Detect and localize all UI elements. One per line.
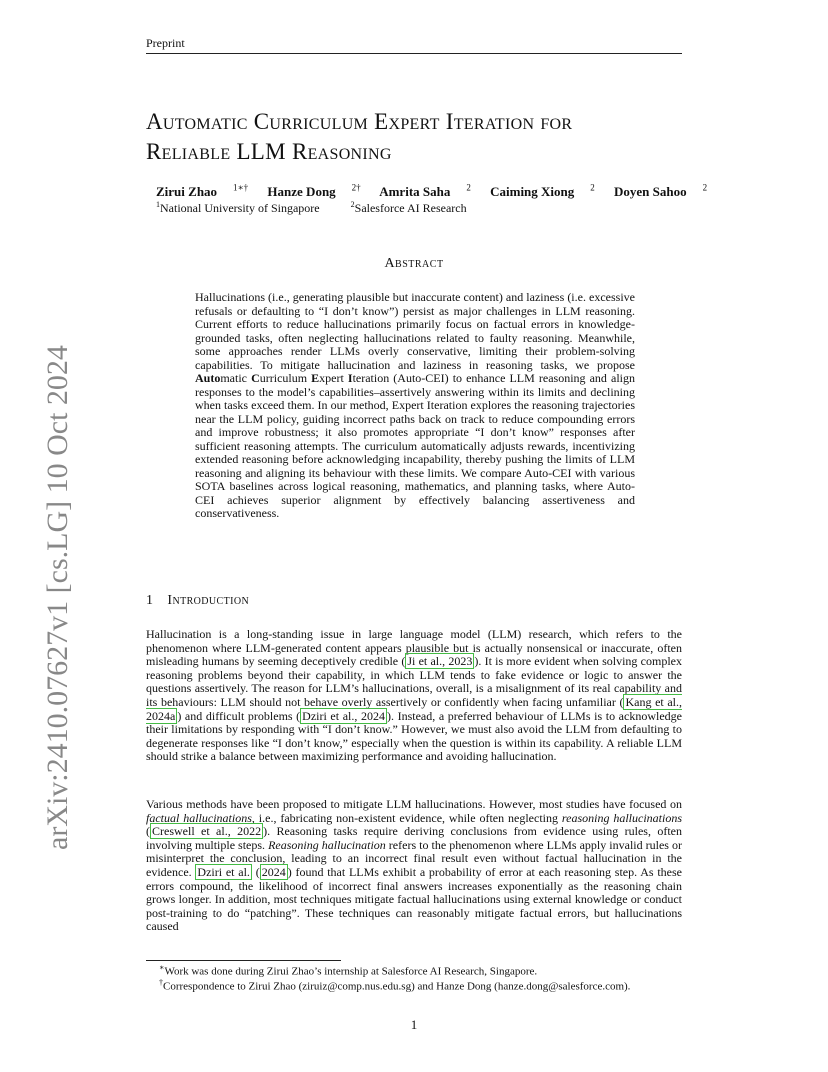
section-heading: 1 Introduction (146, 593, 250, 608)
author: Doyen Sahoo $^2$ (614, 183, 708, 200)
footnote: ∗Work was done during Zirui Zhao’s internship at Salesforce AI Research, Singapore. (159, 963, 538, 978)
running-header: Preprint (146, 36, 185, 50)
author-list (156, 183, 708, 200)
arxiv-sidebar-stamp: arXiv:2410.07627v1 [cs.LG] 10 Oct 2024 (41, 345, 74, 850)
author: Amrita Saha $^2$ (379, 183, 471, 200)
affiliation: $^1$National University of Singapore (156, 200, 320, 215)
header-rule (146, 53, 682, 54)
citation-link[interactable]: Kang et al., 2024a (146, 694, 682, 723)
page-number: 1 (410, 1017, 418, 1032)
footnote-rule (146, 960, 341, 961)
affiliation: $^2$Salesforce AI Research (350, 200, 467, 215)
citation-link[interactable]: Dziri et al. (197, 864, 250, 879)
citation-link[interactable]: Creswell et al., 2022 (152, 824, 262, 839)
citation-link[interactable]: Dziri et al., 2024 (302, 708, 385, 723)
citation-link[interactable]: 2024 (261, 864, 286, 879)
paper-title: Automatic Curriculum Expert Iteration for Reliable LLM Reasoning (146, 109, 573, 164)
citation-link[interactable]: Ji et al., 2023 (407, 654, 473, 669)
author: Hanze Dong $^{2\dagger}$ (267, 183, 361, 200)
author: Zirui Zhao $^{1∗\dagger}$ (156, 183, 249, 200)
intro-paragraph-1: Hallucination is a long-standing issue in large language model (LLM) research, which refers to the phenomenon where LLM-generated content appears plausible but is actually nonsensical or inaccurate, often misleading humans by seeming deceptively credible ( Ji et al., 2023 ). It is more evident when solving complex reasoning problems beyond their capability, in which LLM tends to fake evidence or logic to answer the questions assertively. The reason for LLM’s hallucinations, overall, is a misalignment of its real capability and its behaviours: LLM should not behave overly assertively or confidently when facing unfamiliar ( Kang et al., 2024a ) and difficult problems ( Dziri et al., 2024 ). Instead, a preferred behaviour of LLMs is to acknowledge their limitations by responding with “I don’t know.” However, we must also avoid the LLM from defaulting to degenerate responses like “I don’t know,” especially when the question is within its capability. A reliable LLM should strike a balance between maximizing performance and avoiding hallucination. (146, 627, 682, 764)
footnote: †Correspondence to Zirui Zhao (ziruiz@comp.nus.edu.sg) and Hanze Dong (hanze.dong@salesforce.com). (159, 978, 631, 993)
intro-paragraph-2: Various methods have been proposed to mitigate LLM hallucinations. However, most studies have focused on factual hallucinations, i.e., fabricating non-existent evidence, while often neglecting reasoning hallucinations ( Creswell et al., 2022 ). Reasoning tasks require deriving conclusions from evidence using rules, often involving multiple steps. Reasoning hallucination refers to the phenomenon where LLMs apply invalid rules or misinterpret the conclusion, leading to an incorrect final result even without factual hallucination in the evidence. Dziri et al. ( 2024 ) found that LLMs exhibit a probability of error at each reasoning step. As these errors compound, the likelihood of incorrect final answers increases exponentially as the reasoning chain grows longer. In addition, most techniques mitigate factual hallucinations using external knowledge or conduct post-training to do “patching”. These techniques can reasonably mitigate factual errors, but hallucinations caused (146, 797, 682, 934)
abstract-body: Hallucinations (i.e., generating plausible but inaccurate content) and laziness (i.e. excessive refusals or defaulting to “I don’t know”) persist as major challenges in LLM reasoning. Current efforts to reduce hallucinations primarily focus on factual errors in knowledge-grounded tasks, often neglecting hallucinations related to faulty reasoning. Meanwhile, some approaches render LLMs overly conservative, limiting their problem-solving capabilities. To mitigate hallucination and laziness in reasoning tasks, we propose Automatic Curriculum Expert Iteration (Auto-CEI) to enhance LLM reasoning and align responses to the model’s capabilities–assertively answering within its limits and declining when tasks exceed them. In our method, Expert Iteration explores the reasoning trajectories near the LLM policy, guiding incorrect paths back on track to reduce compounding errors and improve robustness; it also promotes appropriate “I don’t know” responses after sufficient reasoning attempts. The curriculum automatically adjusts rewards, incentivizing extended reasoning before acknowledging incapability, thereby pushing the limits of LLM reasoning and aligning its behaviour with these limits. We compare Auto-CEI with various SOTA baselines across logical reasoning, mathematics, and planning tasks, where Auto-CEI achieves superior alignment by effectively balancing assertiveness and conservativeness. (195, 290, 636, 520)
affiliations (156, 200, 696, 216)
abstract-heading: Abstract (384, 256, 444, 271)
author: Caiming Xiong $^2$ (490, 183, 595, 200)
